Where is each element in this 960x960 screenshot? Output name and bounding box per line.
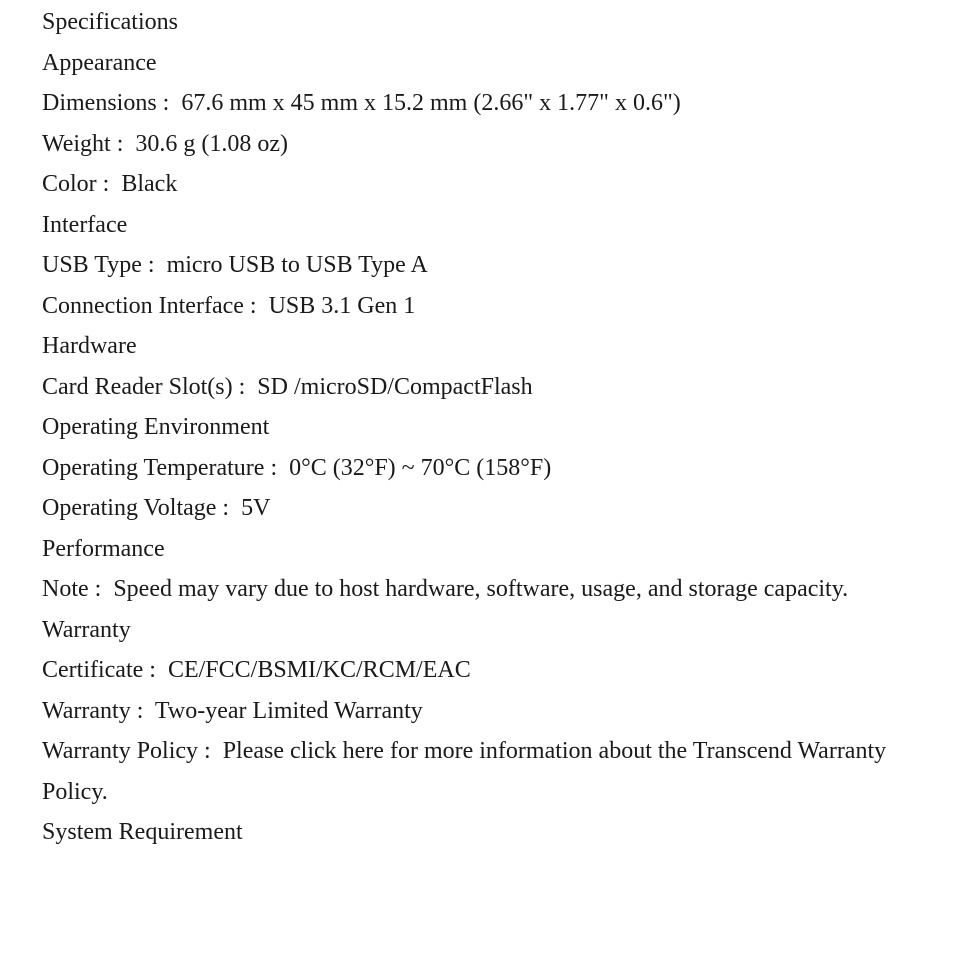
spec-label: Warranty Policy <box>42 738 199 764</box>
spec-value: Two-year Limited Warranty <box>154 697 423 724</box>
spec-separator: : <box>264 454 290 481</box>
spec-separator: : <box>130 697 155 724</box>
spec-separator: : <box>232 373 258 400</box>
spec-value: 0°C (32°F) ~ 70°C (158°F) <box>289 454 552 481</box>
spec-separator: : <box>243 292 269 319</box>
spec-value: Speed may vary due to host hardware, software, usage, and storage capacity. <box>113 576 849 602</box>
spec-label: Note <box>42 576 89 602</box>
spec-row-operating-temperature <box>42 448 922 489</box>
spec-label: Certificate <box>42 657 144 683</box>
warranty-policy-link-text[interactable]: Please click here for more information about the Transcend Warranty Policy. <box>42 738 887 805</box>
spec-separator: : <box>198 738 223 764</box>
spec-label: Connection Interface <box>42 292 244 319</box>
section-heading-appearance: Appearance <box>42 49 157 76</box>
spec-separator: : <box>96 171 122 197</box>
spec-row-warranty-policy <box>42 731 922 812</box>
spec-separator: : <box>143 657 168 683</box>
spec-value: CE/FCC/BSMI/KC/RCM/EAC <box>167 657 471 683</box>
spec-separator: : <box>88 576 114 602</box>
spec-value: 5V <box>241 495 271 521</box>
section-heading-operating-environment: Operating Environment <box>42 414 270 440</box>
section-heading-warranty: Warranty <box>42 616 131 643</box>
spec-label: Weight <box>42 130 111 157</box>
spec-sheet <box>42 2 922 853</box>
spec-label: Warranty <box>42 697 131 724</box>
spec-row-dimensions <box>42 83 922 124</box>
spec-value: micro USB to USB Type A <box>166 252 428 278</box>
section-heading-system-requirement: System Requirement <box>42 819 243 845</box>
section-heading-performance: Performance <box>42 535 165 562</box>
spec-row-weight <box>42 124 922 165</box>
spec-value: 67.6 mm x 45 mm x 15.2 mm (2.66" x 1.77" x 0.6") <box>181 90 681 116</box>
spec-row-certificate <box>42 650 922 691</box>
spec-row-card-reader-slots <box>42 367 922 408</box>
spec-row-note <box>42 569 922 610</box>
spec-row-operating-voltage <box>42 488 922 529</box>
spec-value: Black <box>121 171 178 197</box>
spec-row-warranty <box>42 691 922 732</box>
page-title: Specifications <box>42 9 178 35</box>
spec-separator: : <box>156 90 182 116</box>
spec-label: Color <box>42 171 97 197</box>
spec-label: Operating Temperature <box>42 454 265 481</box>
spec-separator: : <box>141 252 167 278</box>
spec-row-color <box>42 164 922 205</box>
section-heading-interface: Interface <box>42 211 128 238</box>
spec-row-connection-interface <box>42 286 922 327</box>
spec-value: SD /microSD/CompactFlash <box>257 373 533 400</box>
section-heading-hardware: Hardware <box>42 333 137 359</box>
spec-row-usb-type <box>42 245 922 286</box>
spec-value: 30.6 g (1.08 oz) <box>135 130 289 157</box>
spec-label: USB Type <box>42 252 142 278</box>
spec-label: Dimensions <box>42 90 157 116</box>
spec-value: USB 3.1 Gen 1 <box>268 292 416 319</box>
spec-separator: : <box>110 130 136 157</box>
spec-label: Operating Voltage <box>42 495 217 521</box>
spec-label: Card Reader Slot(s) <box>42 373 233 400</box>
spec-separator: : <box>216 495 242 521</box>
